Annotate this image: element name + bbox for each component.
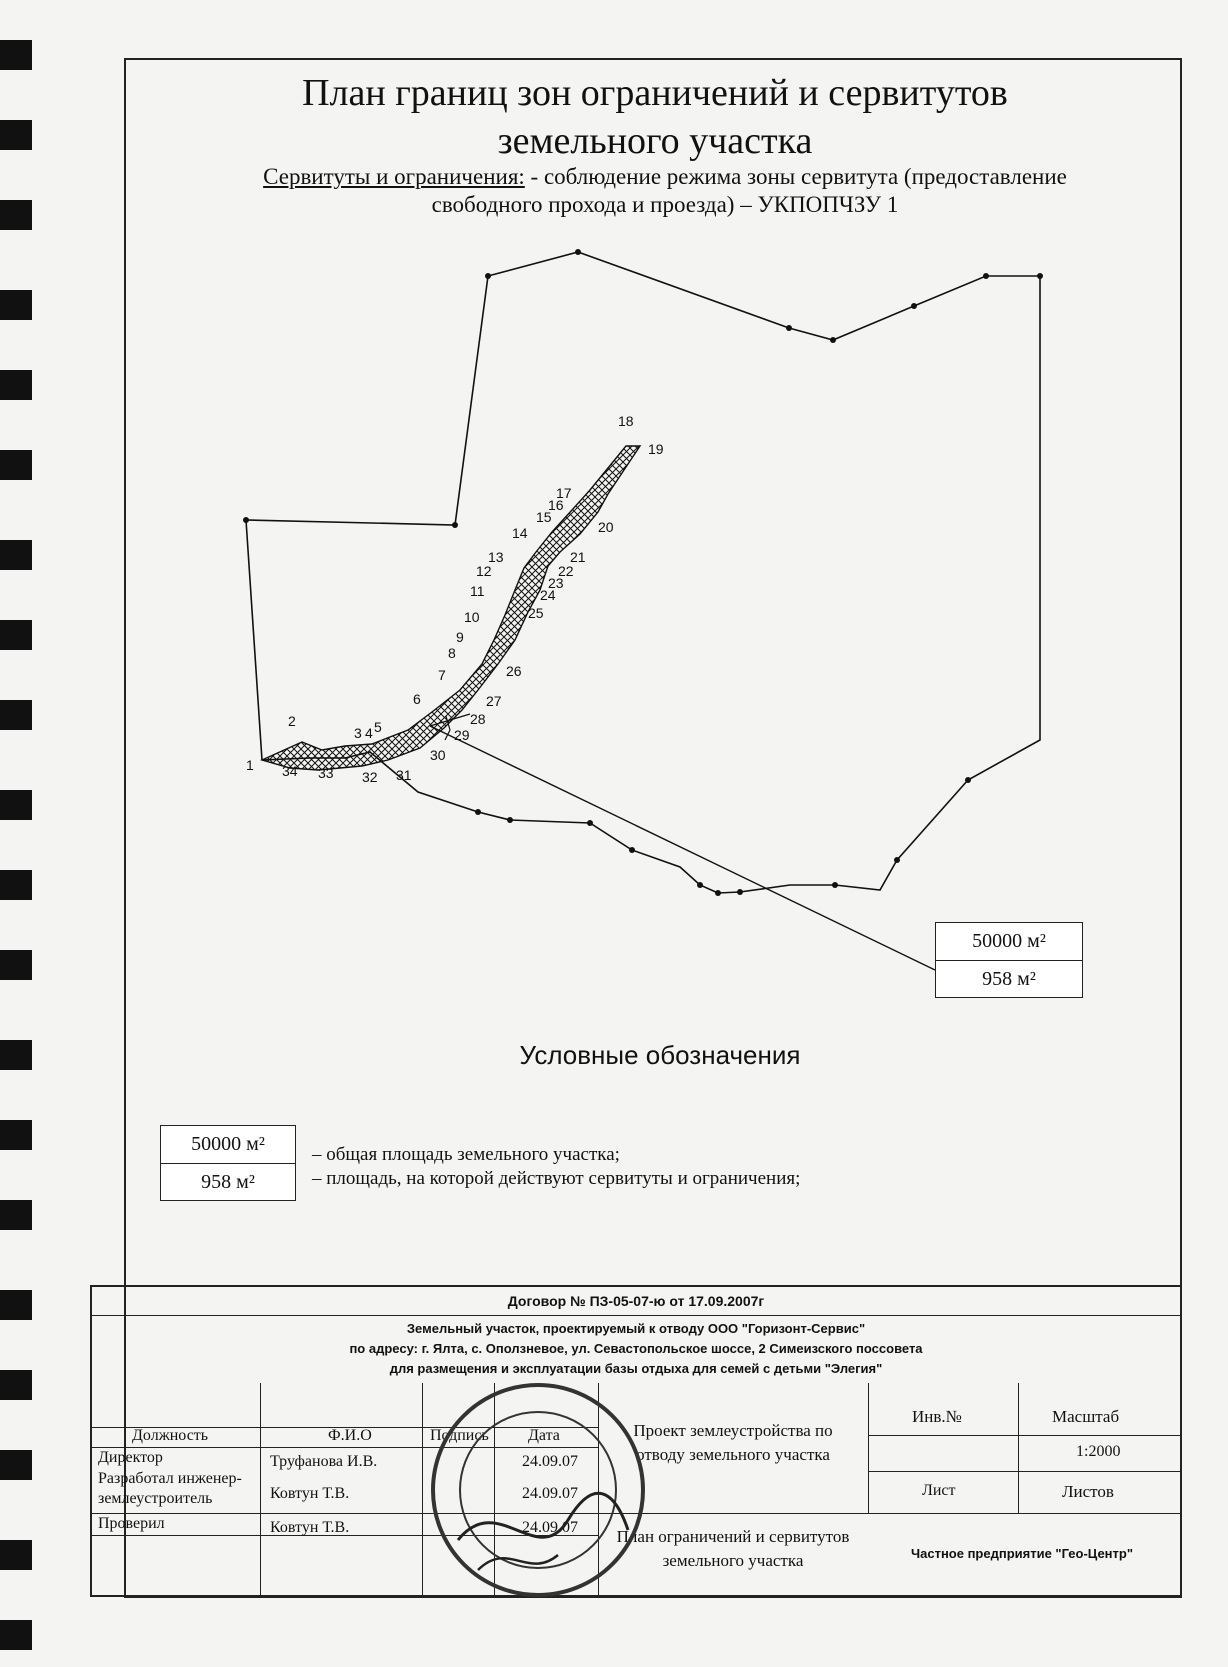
row-director-date: 24.09.07: [522, 1453, 578, 1470]
point-label-32: 32: [362, 769, 378, 785]
col-position: Должность: [132, 1427, 209, 1444]
point-label-4: 4: [365, 725, 373, 741]
point-label-19: 19: [648, 441, 664, 457]
point-label-25: 25: [528, 605, 544, 621]
area-callout-servitude: 958 м²: [982, 968, 1036, 990]
row-checker-position: Проверил: [98, 1515, 165, 1532]
col-date: Дата: [528, 1427, 560, 1444]
point-label-28: 28: [470, 711, 486, 727]
desc-line3: для размещения и эксплуатации базы отдыха для семей с детьми "Элегия": [389, 1361, 883, 1376]
point-label-17: 17: [556, 485, 572, 501]
row-developer-date: 24.09.07: [522, 1485, 578, 1502]
col-signature: Подпись: [430, 1427, 489, 1444]
point-label-15: 15: [536, 509, 552, 525]
point-label-8: 8: [448, 645, 456, 661]
point-label-21: 21: [570, 549, 586, 565]
point-label-27: 27: [486, 693, 502, 709]
row-director-position: Директор: [98, 1449, 163, 1466]
legend-box: [160, 1125, 296, 1201]
title-block: [90, 1285, 1182, 1597]
page-title-line2: земельного участка: [497, 120, 813, 162]
col-name: Ф.И.О: [328, 1427, 372, 1444]
point-label-20: 20: [598, 519, 614, 535]
point-label-22: 22: [558, 563, 574, 579]
point-label-24: 24: [540, 587, 556, 603]
subtitle-text2: свободного прохода и проезда) – УКПОПЧЗУ 1: [431, 192, 899, 217]
point-label-11: 11: [470, 583, 485, 599]
point-label-18: 18: [618, 413, 634, 429]
row-developer-position: Разработал инженер-землеустроитель: [98, 1470, 242, 1507]
point-label-6: 6: [413, 691, 421, 707]
subtitle-text1: - соблюдение режима зоны сервитута (предоставление: [524, 164, 1067, 189]
sheet-label: Лист: [922, 1482, 956, 1499]
legend-title: Условные обозначения: [519, 1040, 801, 1070]
page-title-line1: План границ зон ограничений и сервитутов: [302, 72, 1008, 114]
point-label-23: 23: [548, 575, 564, 591]
point-label-1: 1: [246, 757, 254, 773]
boundary-vertices: [243, 249, 1043, 896]
row-checker-name: Ковтун Т.В.: [270, 1519, 350, 1536]
point-label-3: 3: [354, 725, 362, 741]
area-callout-total: 50000 м²: [936, 923, 1082, 961]
point-label-14: 14: [512, 525, 528, 541]
point-label-34: 34: [282, 763, 298, 779]
point-label-5: 5: [374, 719, 382, 735]
row-director-name: Труфанова И.В.: [270, 1453, 378, 1470]
contract-number: Договор № ПЗ-05-07-ю от 17.09.2007г: [507, 1293, 765, 1309]
parcel-boundary: [246, 252, 1040, 893]
point-label-9: 9: [456, 629, 464, 645]
legend-desc-servitude: – площадь, на которой действуют сервитуты и ограничения;: [312, 1168, 801, 1189]
legend-desc-total: – общая площадь земельного участка;: [312, 1144, 620, 1165]
desc-line2: по адресу: г. Ялта, с. Оползневое, ул. Севастопольское шоссе, 2 Симеизского поссовета: [349, 1341, 923, 1356]
point-label-2: 2: [288, 713, 296, 729]
point-label-30: 30: [430, 747, 446, 763]
subtitle-label: Сервитуты и ограничения:: [263, 164, 525, 189]
sheets-label: Листов: [1062, 1482, 1114, 1501]
point-label-13: 13: [488, 549, 504, 565]
row-checker-date: 24.09.07: [522, 1519, 578, 1536]
point-label-10: 10: [464, 609, 480, 625]
scale-value: 1:2000: [1076, 1443, 1121, 1460]
point-label-7: 7: [438, 667, 446, 683]
servitude-zone: [262, 446, 640, 770]
point-label-16: 16: [548, 497, 564, 513]
point-label-26: 26: [506, 663, 522, 679]
inv-label: Инв.№: [912, 1407, 962, 1426]
project-title: Проект землеустройства по отводу земельного участка: [633, 1421, 833, 1464]
point-label-31: 31: [396, 767, 412, 783]
point-label-12: 12: [476, 563, 492, 579]
point-label-29: 29: [454, 727, 470, 743]
plan-title: План ограничений и сервитутов земельного участка: [616, 1527, 850, 1570]
area-callout: [935, 922, 1083, 998]
legend-servitude: 958 м²: [201, 1171, 255, 1193]
scale-label: Масштаб: [1052, 1407, 1120, 1426]
company-name: Частное предприятие "Гео-Центр": [910, 1546, 1134, 1561]
desc-line1: Земельный участок, проектируемый к отводу ООО "Горизонт-Сервис": [406, 1321, 866, 1336]
row-developer-name: Ковтун Т.В.: [270, 1485, 350, 1502]
legend-total: 50000 м²: [161, 1126, 295, 1164]
point-label-33: 33: [318, 765, 334, 781]
